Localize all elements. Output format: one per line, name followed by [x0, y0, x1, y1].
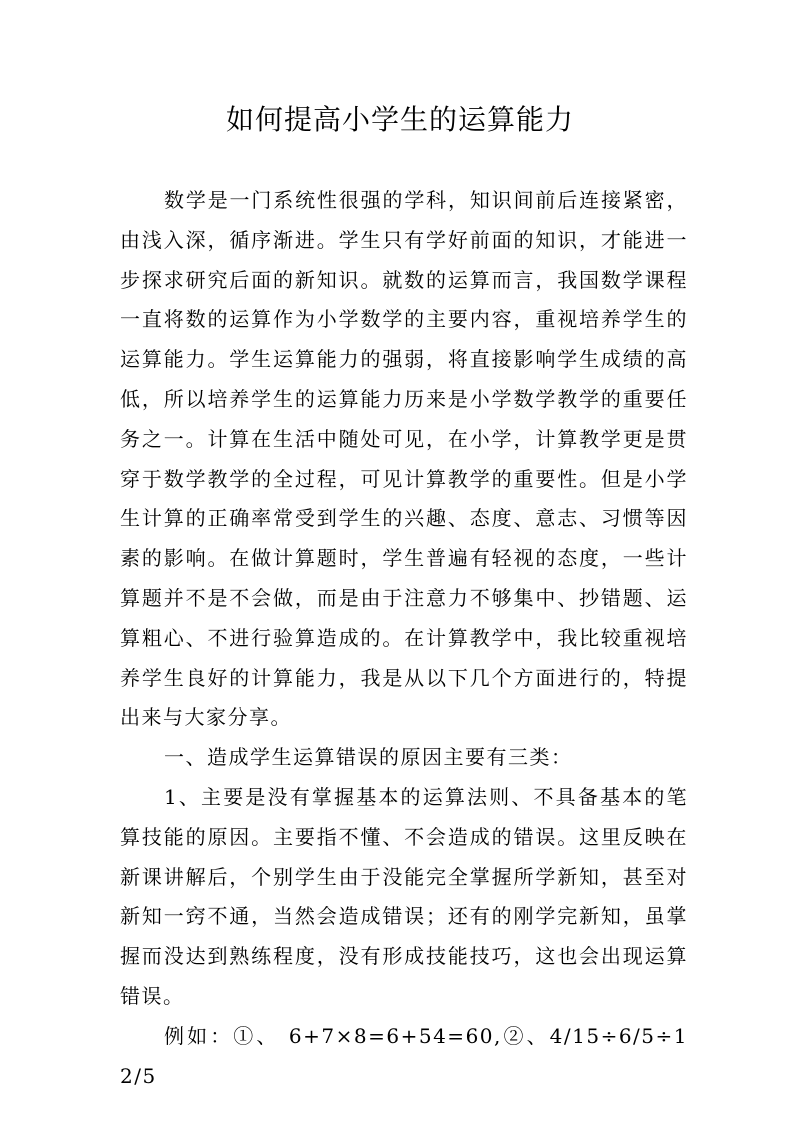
paragraph-example: 例如：①、 6+7×8=6+54=60,②、4/15÷6/5÷12/5 — [120, 1023, 688, 1088]
paragraph-reason-one: 1、主要是没有掌握基本的运算法则、不具备基本的笔算技能的原因。主要指不懂、不会造成的错误。这里反映在新课讲解后，个别学生由于没能完全掌握所学新知，甚至对新知一窍不通，当然会造成错误；还有的刚学完新知，虽掌握而没达到熟练程度，没有形成技能技巧，这也会出现运算错误。 — [120, 784, 688, 1008]
paragraph-intro: 数学是一门系统性很强的学科，知识间前后连接紧密，由浅入深，循序渐进。学生只有学好前面的知识，才能进一步探求研究后面的新知识。就数的运算而言，我国数学课程一直将数的运算作为小学数学的主要内容，重视培养学生的运算能力。学生运算能力的强弱，将直接影响学生成绩的高低，所以培养学生的运算能力历来是小学数学教学的重要任务之一。计算在生活中随处可见，在小学，计算教学更是贯穿于数学教学的全过程，可见计算教学的重要性。但是小学生计算的正确率常受到学生的兴趣、态度、意志、习惯等因素的影响。在做计算题时，学生普遍有轻视的态度，一些计算题并不是不会做，而是由于注意力不够集中、抄错题、运算粗心、不进行验算造成的。在计算教学中，我比较重视培养学生良好的计算能力，我是从以下几个方面进行的，特提出来与大家分享。 — [120, 188, 688, 730]
paragraph-section-heading: 一、造成学生运算错误的原因主要有三类： — [164, 745, 573, 770]
document-body — [120, 181, 688, 1096]
document-title: 如何提高小学生的运算能力 — [225, 103, 574, 136]
